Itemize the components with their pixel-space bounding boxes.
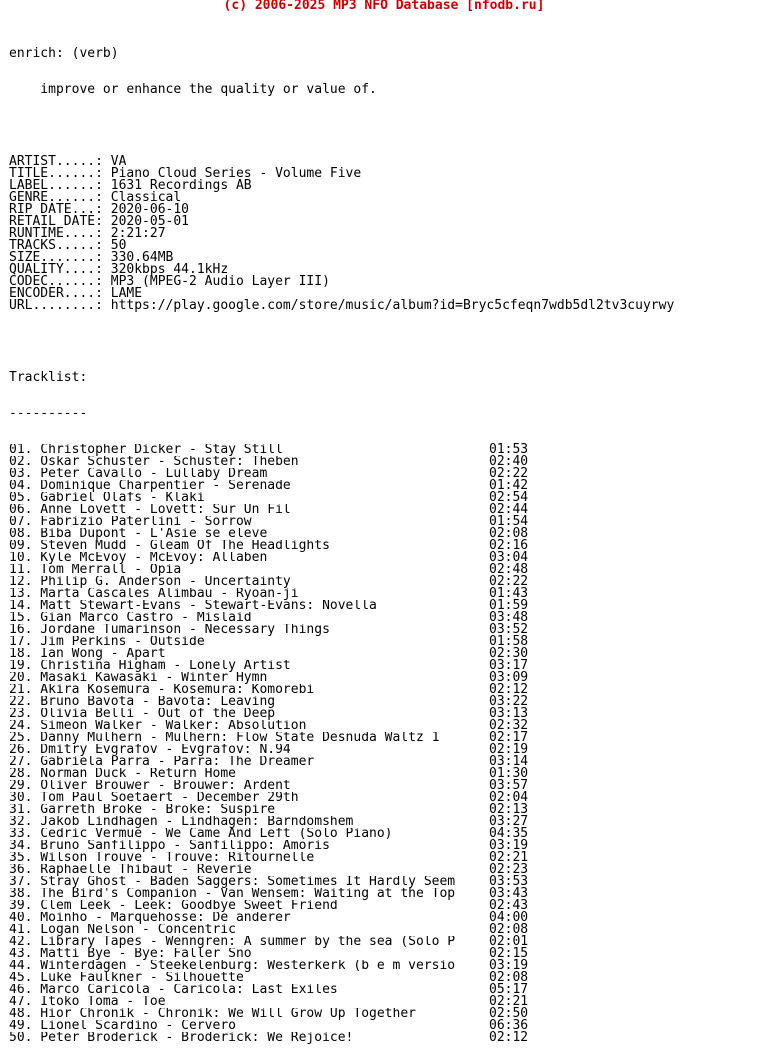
track-title: 35. Wilson Trouve - Trouve: Ritournelle bbox=[9, 852, 315, 864]
track-title: 28. Norman Duck - Return Home bbox=[9, 768, 236, 780]
track-duration: 03:17 bbox=[489, 658, 529, 673]
track-row bbox=[9, 768, 764, 780]
track-duration: 02:12 bbox=[489, 1030, 529, 1045]
track-row bbox=[9, 576, 764, 588]
track-duration: 02:23 bbox=[489, 862, 529, 877]
track-title: 40. Moinho - Marquehosse: De anderer bbox=[9, 912, 291, 924]
track-row bbox=[9, 936, 764, 948]
track-duration: 02:48 bbox=[489, 562, 529, 577]
track-duration: 03:14 bbox=[489, 754, 529, 769]
track-title: 30. Tom Paul Soetaert - December 29th bbox=[9, 792, 299, 804]
track-row bbox=[9, 696, 764, 708]
track-row bbox=[9, 468, 764, 480]
track-title: 19. Christina Higham - Lonely Artist bbox=[9, 660, 291, 672]
track-row bbox=[9, 564, 764, 576]
tracklist-rule: ---------- bbox=[9, 406, 88, 421]
info-line: LABEL......: 1631 Recordings AB bbox=[9, 178, 252, 193]
track-duration: 03:09 bbox=[489, 670, 529, 685]
track-duration: 02:16 bbox=[489, 538, 529, 553]
track-row bbox=[9, 660, 764, 672]
track-duration: 01:43 bbox=[489, 586, 529, 601]
track-duration: 03:27 bbox=[489, 814, 529, 829]
track-duration: 02:40 bbox=[489, 454, 529, 469]
track-duration: 03:48 bbox=[489, 610, 529, 625]
track-duration: 03:43 bbox=[489, 886, 529, 901]
info-line: RIP DATE...: 2020-06-10 bbox=[9, 202, 190, 217]
info-line: QUALITY....: 320kbps 44.1kHz bbox=[9, 262, 229, 277]
track-title: 36. Raphaelle Thibaut - Reverie bbox=[9, 864, 252, 876]
track-row bbox=[9, 456, 764, 468]
track-duration: 02:08 bbox=[489, 922, 529, 937]
track-title: 25. Danny Mulhern - Mulhern: Flow State Desnuda Waltz 1 bbox=[9, 732, 440, 744]
track-title: 48. Hior Chronik - Chronik: We Will Grow Up Together bbox=[9, 1008, 416, 1020]
track-title: 33. Cedric Vermue - We Came And Left (Solo Piano) bbox=[9, 828, 393, 840]
track-row bbox=[9, 852, 764, 864]
track-title: 32. Jakob Lindhagen - Lindhagen: Barndomshem bbox=[9, 816, 354, 828]
track-row bbox=[9, 948, 764, 960]
track-duration: 02:50 bbox=[489, 1006, 529, 1021]
track-row bbox=[9, 864, 764, 876]
track-row bbox=[9, 1008, 764, 1020]
track-duration: 04:00 bbox=[489, 910, 529, 925]
tracklist bbox=[9, 444, 764, 1044]
track-row bbox=[9, 972, 764, 984]
track-duration: 03:22 bbox=[489, 694, 529, 709]
track-duration: 01:59 bbox=[489, 598, 529, 613]
site-header: (c) 2006-2025 MP3 NFO Database [nfodb.ru] bbox=[223, 0, 545, 13]
track-row bbox=[9, 480, 764, 492]
track-title: 34. Bruno Sanfilippo - Sanfilippo: Amoris bbox=[9, 840, 330, 852]
track-duration: 03:52 bbox=[489, 622, 529, 637]
track-duration: 02:13 bbox=[489, 802, 529, 817]
track-row bbox=[9, 504, 764, 516]
track-title: 10. Kyle McEvoy - McEvoy: Allaben bbox=[9, 552, 268, 564]
track-title: 05. Gabriel Olafs - Klaki bbox=[9, 492, 205, 504]
track-row bbox=[9, 804, 764, 816]
track-duration: 02:54 bbox=[489, 490, 529, 505]
track-duration: 03:13 bbox=[489, 706, 529, 721]
track-row bbox=[9, 840, 764, 852]
release-info bbox=[9, 156, 764, 312]
track-duration: 01:53 bbox=[489, 442, 529, 457]
track-title: 38. The Bird's Companion - Van Wensem: Waiting at the Top bbox=[9, 888, 456, 900]
track-title: 11. Tom Merrall - Opia bbox=[9, 564, 182, 576]
track-title: 18. Ian Wong - Apart bbox=[9, 648, 166, 660]
info-line: ARTIST.....: VA bbox=[9, 154, 127, 169]
track-duration: 02:17 bbox=[489, 730, 529, 745]
track-row bbox=[9, 612, 764, 624]
track-row bbox=[9, 600, 764, 612]
track-title: 45. Luke Faulkner - Silhouette bbox=[9, 972, 244, 984]
nfo-document bbox=[9, 24, 764, 1056]
track-row bbox=[9, 792, 764, 804]
track-row bbox=[9, 588, 764, 600]
track-title: 42. Library Tapes - Wenngren: A summer by the sea (Solo P bbox=[9, 936, 456, 948]
track-title: 50. Peter Broderick - Broderick: We Rejoice! bbox=[9, 1032, 354, 1044]
track-row bbox=[9, 780, 764, 792]
track-duration: 03:57 bbox=[489, 778, 529, 793]
track-row bbox=[9, 744, 764, 756]
info-line: SIZE.......: 330.64MB bbox=[9, 250, 174, 265]
track-row bbox=[9, 540, 764, 552]
track-title: 13. Marta Cascales Alimbau - Ryoan-ji bbox=[9, 588, 299, 600]
track-title: 44. Winterdagen - Steekelenburg: Westerkerk (b e m versio bbox=[9, 960, 456, 972]
track-duration: 02:21 bbox=[489, 994, 529, 1009]
track-duration: 03:19 bbox=[489, 838, 529, 853]
track-row bbox=[9, 720, 764, 732]
track-title: 37. Stray Ghost - Baden Saggers: Sometimes It Hardly Seem bbox=[9, 876, 456, 888]
track-row bbox=[9, 1032, 764, 1044]
info-line: TITLE......: Piano Cloud Series - Volume Five bbox=[9, 166, 362, 181]
track-row bbox=[9, 888, 764, 900]
track-row bbox=[9, 816, 764, 828]
track-row bbox=[9, 552, 764, 564]
track-title: 17. Jim Perkins - Outside bbox=[9, 636, 205, 648]
track-title: 41. Logan Nelson - Concentric bbox=[9, 924, 236, 936]
track-row bbox=[9, 984, 764, 996]
info-line: URL........: https://play.google.com/store/music/album?id=Bryc5cfeqn7wdb5dl2tv3cuyrwy bbox=[9, 298, 675, 313]
track-duration: 06:36 bbox=[489, 1018, 529, 1033]
track-row bbox=[9, 708, 764, 720]
track-row bbox=[9, 672, 764, 684]
info-line: GENRE......: Classical bbox=[9, 190, 182, 205]
track-duration: 01:54 bbox=[489, 514, 529, 529]
info-line: TRACKS.....: 50 bbox=[9, 238, 127, 253]
track-title: 07. Fabrizio Paterlini - Sorrow bbox=[9, 516, 252, 528]
track-title: 14. Matt Stewart-Evans - Stewart-Evans: Novella bbox=[9, 600, 377, 612]
track-title: 12. Philip G. Anderson - Uncertainty bbox=[9, 576, 291, 588]
track-duration: 05:17 bbox=[489, 982, 529, 997]
track-row bbox=[9, 528, 764, 540]
track-duration: 02:01 bbox=[489, 934, 529, 949]
track-title: 15. Gian Marco Castro - Mislaid bbox=[9, 612, 252, 624]
track-title: 08. Biba Dupont - L'Asie se eleve bbox=[9, 528, 268, 540]
track-row bbox=[9, 924, 764, 936]
track-row bbox=[9, 876, 764, 888]
track-duration: 02:30 bbox=[489, 646, 529, 661]
track-duration: 02:43 bbox=[489, 898, 529, 913]
tracklist-label: Tracklist: bbox=[9, 370, 88, 385]
track-row bbox=[9, 900, 764, 912]
track-duration: 02:22 bbox=[489, 466, 529, 481]
track-duration: 03:53 bbox=[489, 874, 529, 889]
track-title: 43. Matti Bye - Bye: Faller Sno bbox=[9, 948, 252, 960]
track-duration: 02:15 bbox=[489, 946, 529, 961]
track-row bbox=[9, 516, 764, 528]
track-title: 27. Gabriela Parra - Parra: The Dreamer bbox=[9, 756, 315, 768]
track-title: 47. Itoko Toma - Toe bbox=[9, 996, 166, 1008]
track-row bbox=[9, 828, 764, 840]
track-row bbox=[9, 624, 764, 636]
track-title: 09. Steven Mudd - Gleam Of The Headlights bbox=[9, 540, 330, 552]
track-title: 03. Peter Cavallo - Lullaby Dream bbox=[9, 468, 268, 480]
track-title: 29. Oliver Brouwer - Brouwer: Ardent bbox=[9, 780, 291, 792]
track-duration: 01:58 bbox=[489, 634, 529, 649]
track-title: 20. Masaki Kawasaki - Winter Hymn bbox=[9, 672, 268, 684]
track-title: 02. Oskar Schuster - Schuster: Theben bbox=[9, 456, 299, 468]
track-title: 22. Bruno Bavota - Bavota: Leaving bbox=[9, 696, 276, 708]
track-title: 46. Marco Caricola - Caricola: Last Exiles bbox=[9, 984, 338, 996]
track-row bbox=[9, 492, 764, 504]
track-row bbox=[9, 996, 764, 1008]
track-row bbox=[9, 648, 764, 660]
track-duration: 02:21 bbox=[489, 850, 529, 865]
track-row bbox=[9, 684, 764, 696]
definition-term: enrich: (verb) bbox=[9, 46, 119, 61]
track-duration: 03:19 bbox=[489, 958, 529, 973]
track-row bbox=[9, 756, 764, 768]
track-duration: 02:44 bbox=[489, 502, 529, 517]
track-row bbox=[9, 1020, 764, 1032]
track-title: 06. Anne Lovett - Lovett: Sur Un Fil bbox=[9, 504, 291, 516]
blank-line bbox=[9, 120, 764, 132]
track-title: 49. Lionel Scardino - Cervero bbox=[9, 1020, 236, 1032]
blank-line bbox=[9, 336, 764, 348]
info-line: RETAIL DATE: 2020-05-01 bbox=[9, 214, 190, 229]
track-title: 39. Clem Leek - Leek: Goodbye Sweet Friend bbox=[9, 900, 338, 912]
info-line: RUNTIME....: 2:21:27 bbox=[9, 226, 166, 241]
track-duration: 02:22 bbox=[489, 574, 529, 589]
track-duration: 02:19 bbox=[489, 742, 529, 757]
track-duration: 02:12 bbox=[489, 682, 529, 697]
track-duration: 02:08 bbox=[489, 970, 529, 985]
track-duration: 03:04 bbox=[489, 550, 529, 565]
info-line: CODEC......: MP3 (MPEG-2 Audio Layer III) bbox=[9, 274, 330, 289]
track-title: 21. Akira Kosemura - Kosemura: Komorebi bbox=[9, 684, 315, 696]
track-duration: 02:08 bbox=[489, 526, 529, 541]
track-row bbox=[9, 444, 764, 456]
track-title: 31. Garreth Broke - Broke: Suspire bbox=[9, 804, 276, 816]
track-duration: 02:04 bbox=[489, 790, 529, 805]
definition-meaning: improve or enhance the quality or value of. bbox=[9, 82, 377, 97]
track-row bbox=[9, 732, 764, 744]
track-duration: 02:32 bbox=[489, 718, 529, 733]
track-title: 16. Jordane Tumarinson - Necessary Things bbox=[9, 624, 330, 636]
track-duration: 04:35 bbox=[489, 826, 529, 841]
info-line: ENCODER....: LAME bbox=[9, 286, 143, 301]
track-title: 01. Christopher Dicker - Stay Still bbox=[9, 444, 283, 456]
track-duration: 01:42 bbox=[489, 478, 529, 493]
track-row bbox=[9, 636, 764, 648]
track-duration: 01:30 bbox=[489, 766, 529, 781]
track-row bbox=[9, 912, 764, 924]
track-title: 26. Dmitry Evgrafov - Evgrafov: N.94 bbox=[9, 744, 291, 756]
track-title: 24. Simeon Walker - Walker: Absolution bbox=[9, 720, 307, 732]
track-row bbox=[9, 960, 764, 972]
track-title: 23. Olivia Belli - Out of the Deep bbox=[9, 708, 276, 720]
track-title: 04. Dominique Charpentier - Serenade bbox=[9, 480, 291, 492]
